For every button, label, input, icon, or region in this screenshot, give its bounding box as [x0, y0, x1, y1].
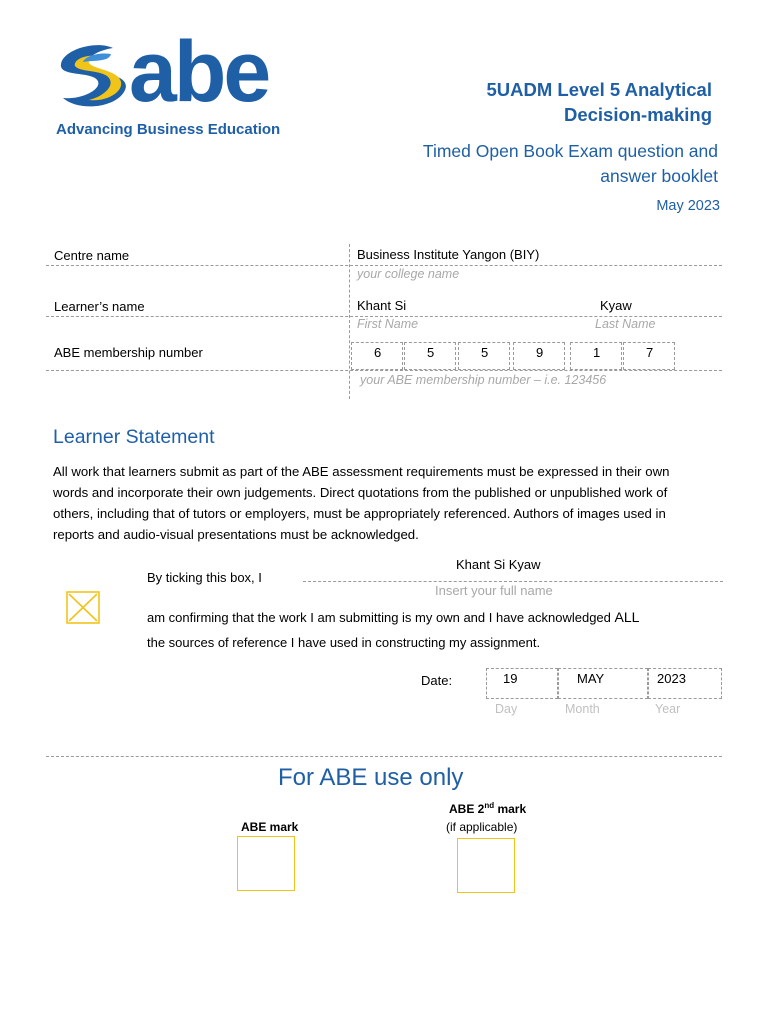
membership-row-line — [46, 370, 722, 371]
membership-digit-5[interactable]: 1 — [570, 342, 622, 370]
course-title-line2: Decision-making — [563, 104, 712, 125]
last-name-hint: Last Name — [595, 317, 656, 331]
learner-statement-heading: Learner Statement — [53, 426, 215, 448]
confirm-all: ALL — [614, 609, 640, 625]
ticking-text: By ticking this box, I — [147, 570, 262, 585]
statement-line-4: reports and audio-visual presentations must be acknowledged. — [53, 527, 419, 542]
membership-digit-1[interactable]: 6 — [351, 342, 403, 370]
course-title-line1: 5UADM Level 5 Analytical — [486, 79, 712, 100]
centre-name-hint: your college name — [357, 267, 460, 281]
abe-mark-label: ABE mark — [241, 820, 299, 834]
confirmation-checkbox[interactable] — [66, 591, 102, 625]
swoosh-icon — [55, 42, 135, 114]
membership-digit-4[interactable]: 9 — [513, 342, 565, 370]
exam-date: May 2023 — [656, 198, 720, 214]
first-name-value[interactable]: Khant Si — [357, 298, 407, 313]
first-name-hint: First Name — [357, 317, 419, 331]
abe-logo — [55, 24, 305, 140]
abe-use-heading: For ABE use only — [278, 764, 464, 791]
logo-tagline: Advancing Business Education — [56, 121, 281, 138]
logo-wordmark: abe — [129, 24, 269, 120]
full-name-hint: Insert your full name — [435, 583, 553, 598]
membership-hint: your ABE membership number – i.e. 123456 — [360, 373, 607, 387]
statement-line-3: others, including that of tutors or employers, must be appropriately referenced. Authors of images used in — [53, 506, 666, 521]
full-name-value[interactable]: Khant Si Kyaw — [456, 557, 541, 572]
second-mark-box[interactable] — [457, 838, 515, 893]
if-applicable-label: (if applicable) — [446, 820, 518, 834]
membership-digit-3[interactable]: 5 — [458, 342, 510, 370]
date-month[interactable]: MAY — [558, 668, 648, 699]
date-label: Date: — [421, 673, 453, 688]
centre-row-line — [46, 265, 722, 266]
exam-subtitle — [423, 139, 718, 189]
course-title — [486, 77, 712, 127]
month-hint: Month — [565, 702, 600, 716]
confirm-text-line1 — [147, 609, 639, 625]
exam-subtitle-line2: answer booklet — [600, 166, 718, 186]
abe-mark-box[interactable] — [237, 836, 295, 891]
centre-name-label: Centre name — [54, 248, 130, 263]
date-year[interactable]: 2023 — [648, 668, 722, 699]
exam-subtitle-line1: Timed Open Book Exam question and — [422, 141, 718, 161]
date-day[interactable]: 19 — [486, 668, 558, 699]
full-name-line — [303, 581, 723, 582]
confirm-text-line2: the sources of reference I have used in constructing my assignment. — [147, 635, 541, 650]
learner-name-label: Learner’s name — [54, 299, 145, 314]
second-mark-sup: nd — [484, 801, 495, 810]
confirm-text: am confirming that the work I am submitting is my own and I have acknowledged — [147, 610, 611, 625]
second-mark-suffix: mark — [494, 802, 527, 816]
year-hint: Year — [655, 702, 681, 716]
membership-label: ABE membership number — [54, 345, 203, 360]
statement-line-1: All work that learners submit as part of the ABE assessment requirements must be expressed in their own — [53, 464, 670, 479]
day-hint: Day — [495, 702, 518, 716]
centre-name-value[interactable]: Business Institute Yangon (BIY) — [357, 247, 540, 262]
membership-digit-2[interactable]: 5 — [404, 342, 456, 370]
second-mark-label — [449, 801, 526, 816]
membership-digit-6[interactable]: 7 — [623, 342, 675, 370]
last-name-value[interactable]: Kyaw — [600, 298, 632, 313]
second-mark-prefix: ABE 2 — [449, 802, 485, 816]
statement-text — [53, 461, 669, 545]
form-divider — [349, 244, 350, 399]
statement-line-2: words and incorporate their own judgements. Direct quotations from the published or unpublished work of — [53, 485, 668, 500]
section-divider — [46, 756, 722, 757]
